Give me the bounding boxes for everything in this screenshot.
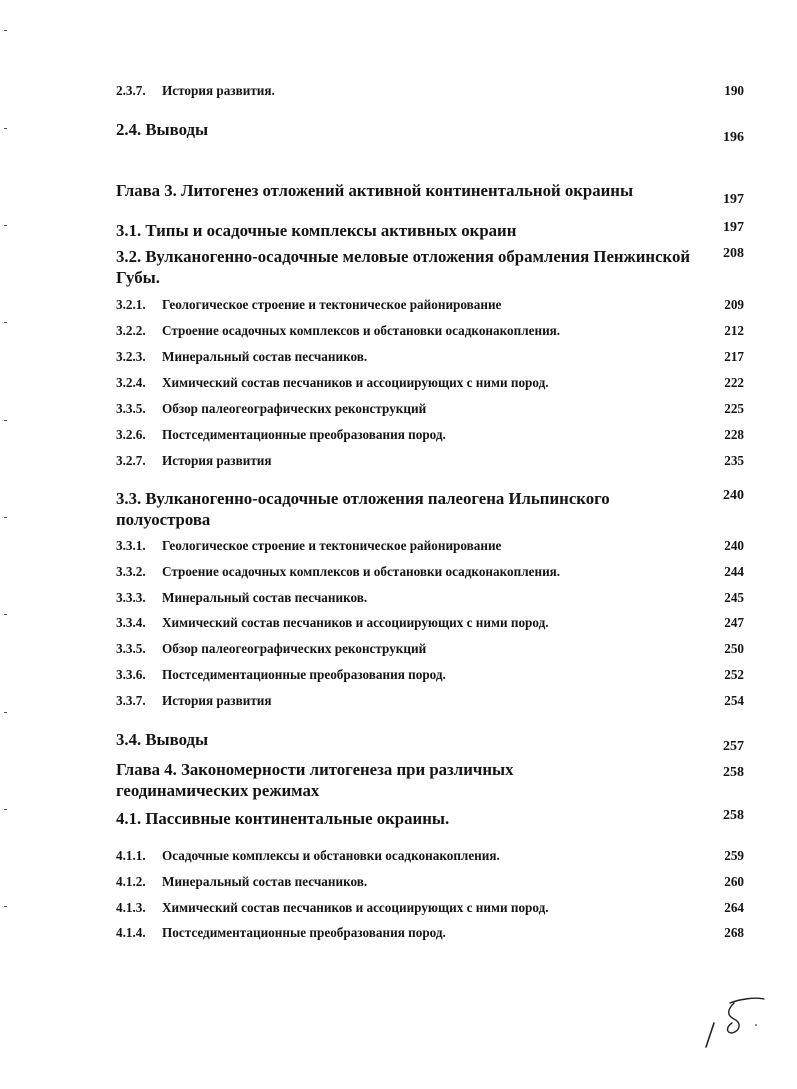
toc-entry-number: 4.1.3. <box>116 900 146 915</box>
toc-heading-page: 240 <box>723 488 744 503</box>
toc-entry-title: Постседиментационные преобразования пород. <box>162 427 446 442</box>
toc-heading-title: 2.4. Выводы <box>116 120 209 139</box>
toc-entry-number: 3.3.5. <box>116 641 146 656</box>
toc-entry-number: 3.3.5. <box>116 401 146 416</box>
toc-entry-page: 209 <box>724 297 744 312</box>
scan-mark <box>4 30 7 31</box>
toc-chapter-title: Глава 3. Литогенез отложений активной континентальной окраины <box>116 181 634 200</box>
toc-entry-number: 3.3.6. <box>116 667 146 682</box>
toc-entry-page: 217 <box>724 349 744 364</box>
scan-mark <box>4 614 7 615</box>
toc-entry-title: Обзор палеогеографических реконструкций <box>162 401 427 416</box>
toc-entry-title: Постседиментационные преобразования пород. <box>162 667 446 682</box>
toc-entry-title: Химический состав песчаников и ассоциирующих с ними пород. <box>162 375 549 390</box>
toc-entry-title: Химический состав песчаников и ассоциирующих с ними пород. <box>162 615 549 630</box>
toc-heading-page: 258 <box>723 808 744 823</box>
toc-heading-page: 257 <box>723 739 744 754</box>
scan-mark <box>4 128 7 129</box>
toc-chapter-title: Глава 4. Закономерности литогенеза при различных геодинамических режимах <box>116 760 514 800</box>
toc-entry-title: Минеральный состав песчаников. <box>162 349 368 364</box>
scan-mark <box>4 420 7 421</box>
toc-entry-title: Химический состав песчаников и ассоциирующих с ними пород. <box>162 900 549 915</box>
toc-entry-page: 240 <box>724 538 744 553</box>
toc-entry-number: 4.1.4. <box>116 925 146 940</box>
toc-entry-title: История развития <box>162 693 272 708</box>
toc-entry-page: 250 <box>724 641 744 656</box>
toc-chapter-page: 258 <box>723 765 744 780</box>
scan-mark <box>4 906 7 907</box>
toc-heading-title: 3.3. Вулканогенно-осадочные отложения палеогена Ильпинского полуострова <box>116 489 610 529</box>
toc-entry-number: 4.1.2. <box>116 874 146 889</box>
toc-entry-page: 264 <box>724 900 744 915</box>
toc-heading-page: 196 <box>723 130 744 145</box>
toc-entry-number: 3.3.3. <box>116 590 146 605</box>
toc-heading-page: 208 <box>723 246 744 261</box>
toc-entry-number: 3.2.7. <box>116 453 146 468</box>
toc-entry-title: Строение осадочных комплексов и обстановки осадконакопления. <box>162 323 561 338</box>
toc-entry-number: 3.3.2. <box>116 564 146 579</box>
toc-entry-title: Осадочные комплексы и обстановки осадконакопления. <box>162 848 500 863</box>
toc-entry-page: 268 <box>724 925 744 940</box>
toc-entry-title: История развития. <box>162 83 275 98</box>
toc-entry-number: 3.3.1. <box>116 538 146 553</box>
toc-entry-title: Минеральный состав песчаников. <box>162 590 368 605</box>
toc-entry-page: 254 <box>724 693 744 708</box>
toc-entry-page: 228 <box>724 427 744 442</box>
toc-entry-page: 190 <box>724 83 744 98</box>
toc-entry-page: 212 <box>724 323 744 338</box>
toc-entry-number: 3.2.6. <box>116 427 146 442</box>
toc-entry-number: 3.3.7. <box>116 693 146 708</box>
scan-mark <box>4 322 7 323</box>
toc-entry-title: Обзор палеогеографических реконструкций <box>162 641 427 656</box>
toc-entry-page: 235 <box>724 453 744 468</box>
scan-mark <box>4 225 7 226</box>
toc-entry-number: 3.2.4. <box>116 375 146 390</box>
toc-entry-number: 2.3.7. <box>116 83 146 98</box>
toc-entry-page: 260 <box>724 874 744 889</box>
scan-mark <box>4 809 7 810</box>
toc-chapter-page: 197 <box>723 192 744 207</box>
toc-entry-number: 3.2.1. <box>116 297 146 312</box>
toc-entry-number: 3.2.2. <box>116 323 146 338</box>
toc-entry-number: 3.3.4. <box>116 615 146 630</box>
toc-heading-title: 3.2. Вулканогенно-осадочные меловые отложения обрамления Пенжинской Губы. <box>116 247 691 287</box>
toc-heading-title: 4.1. Пассивные континентальные окраины. <box>116 809 450 828</box>
toc-heading-page: 197 <box>723 220 744 235</box>
toc-entry-title: Постседиментационные преобразования пород. <box>162 925 446 940</box>
toc-entry-page: 252 <box>724 667 744 682</box>
handwritten-page-mark <box>700 995 770 1055</box>
toc-entry-page: 245 <box>724 590 744 605</box>
toc-entry-title: Строение осадочных комплексов и обстановки осадконакопления. <box>162 564 561 579</box>
toc-entry-title: Геологическое строение и тектоническое районирование <box>162 297 502 312</box>
scan-mark <box>4 517 7 518</box>
toc-entry-page: 259 <box>724 848 744 863</box>
toc-entry-title: Геологическое строение и тектоническое районирование <box>162 538 502 553</box>
toc-heading-title: 3.4. Выводы <box>116 730 209 749</box>
toc-heading-title: 3.1. Типы и осадочные комплексы активных окраин <box>116 221 517 240</box>
toc-entry-number: 4.1.1. <box>116 848 146 863</box>
toc-entry-page: 225 <box>724 401 744 416</box>
toc-entry-page: 244 <box>724 564 744 579</box>
toc-entry-title: Минеральный состав песчаников. <box>162 874 368 889</box>
toc-entry-page: 247 <box>724 615 744 630</box>
toc-entry-number: 3.2.3. <box>116 349 146 364</box>
toc-entry-title: История развития <box>162 453 272 468</box>
toc-entry-page: 222 <box>724 375 744 390</box>
scan-mark <box>4 712 7 713</box>
